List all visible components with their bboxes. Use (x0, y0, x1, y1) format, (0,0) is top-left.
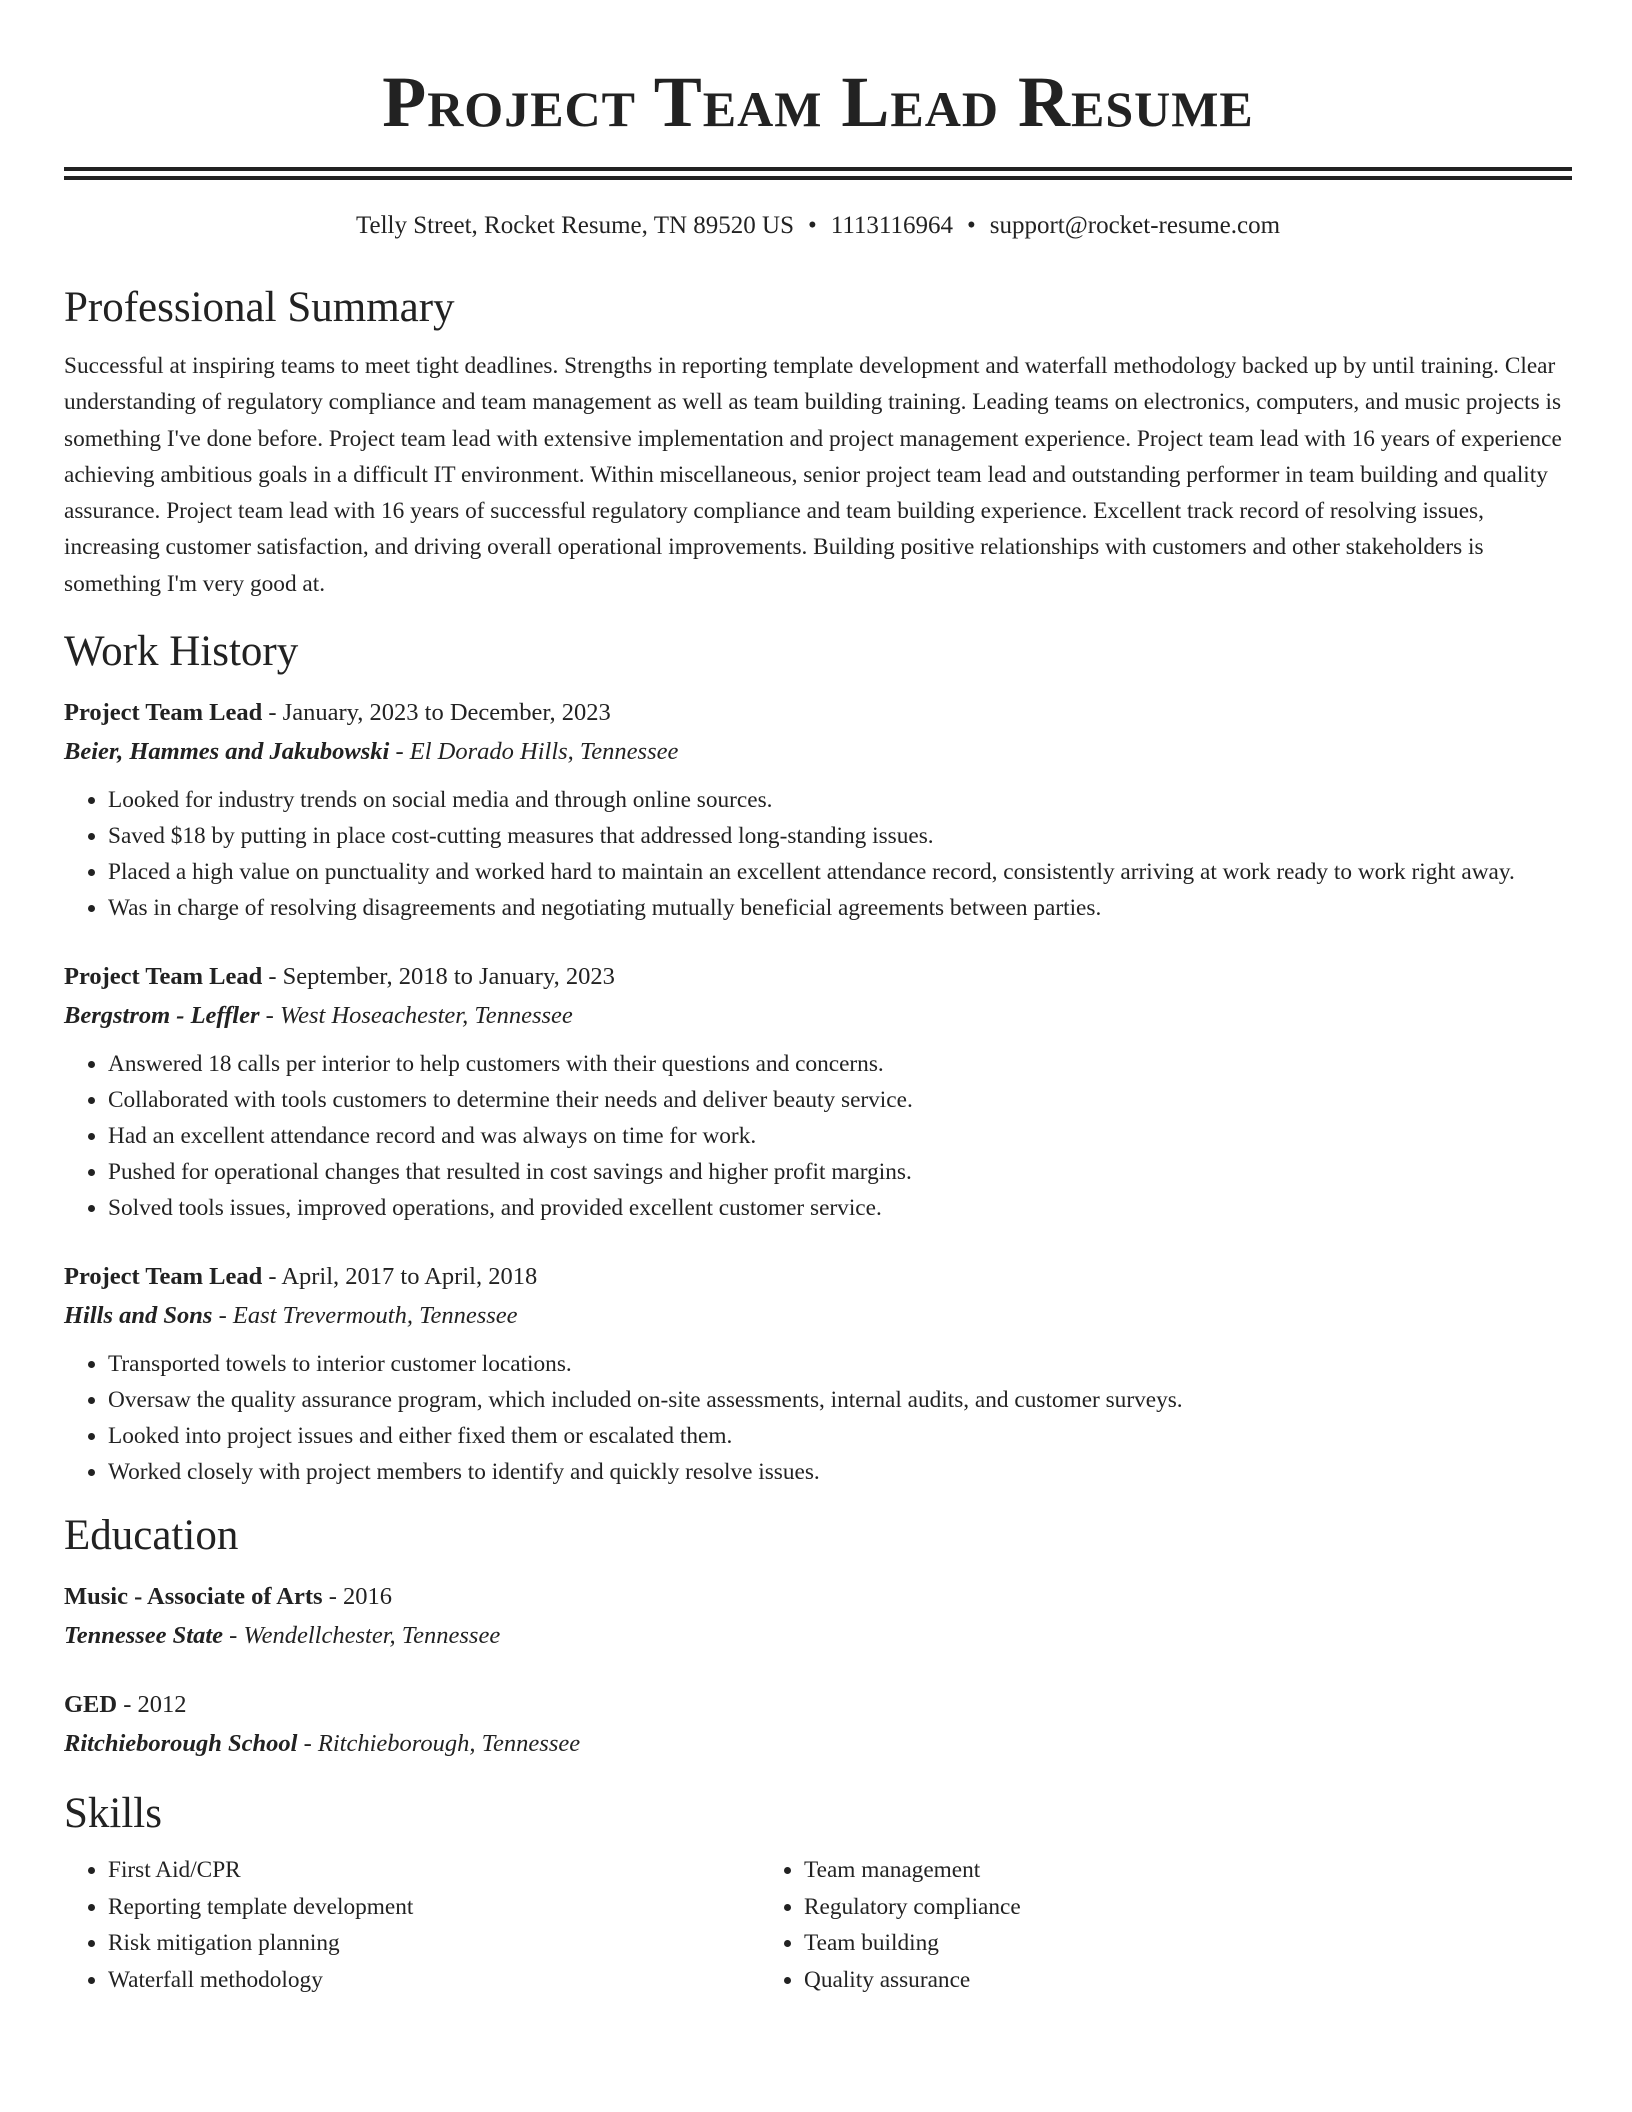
job-title: Project Team Lead (64, 963, 263, 991)
job-bullet: • Had an excellent attendance record and was always on time for work. (108, 1118, 1572, 1154)
job-bullet: • Transported towels to interior customer locations. (108, 1346, 1572, 1382)
company-location: West Hoseachester, Tennessee (279, 1002, 573, 1030)
job-bullet: • Oversaw the quality assurance program, which included on-site assessments, internal audits, and customer surveys. (108, 1382, 1572, 1418)
job-dates: September, 2018 to January, 2023 (282, 963, 615, 991)
resume-page (64, 0, 1572, 1998)
skills-column-left (64, 1852, 760, 1998)
job-bullet: • Answered 18 calls per interior to help customers with their questions and concerns. (108, 1046, 1572, 1082)
summary-heading: Professional Summary (64, 284, 455, 331)
job-bullets (64, 1346, 1572, 1490)
degree-year: 2012 (137, 1691, 187, 1719)
work-history-heading: Work History (64, 628, 299, 676)
resume-title: Project Team Lead Resume (382, 62, 1254, 142)
job-bullet: • Placed a high value on punctuality and worked hard to maintain an excellent attendance record, consistently arriving at work ready to work right away. (108, 854, 1572, 890)
contact-separator: • (807, 212, 817, 239)
education-entry (64, 1686, 1572, 1764)
title-divider-top (64, 167, 1572, 171)
job-bullet: • Worked closely with project members to identify and quickly resolve issues. (108, 1454, 1572, 1490)
company-name: Hills and Sons (64, 1302, 213, 1330)
job-bullet: • Looked into project issues and either fixed them or escalated them. (108, 1418, 1572, 1454)
school-name: Ritchieborough School (64, 1730, 298, 1758)
company-line: Beier, Hammes and Jakubowski - El Dorado Hills, Tennessee (64, 738, 679, 766)
education-entry (64, 1578, 1572, 1656)
skill-item: • Risk mitigation planning (108, 1925, 760, 1962)
job-bullet: • Solved tools issues, improved operations, and provided excellent customer service. (108, 1190, 1572, 1226)
job-bullet: • Saved $18 by putting in place cost-cutting measures that addressed long-standing issues. (108, 818, 1572, 854)
degree-line: GED - 2012 (64, 1691, 187, 1719)
job-title: Project Team Lead (64, 1263, 263, 1291)
job-bullets (64, 782, 1572, 926)
contact-email: support@rocket-resume.com (989, 212, 1281, 239)
company-name: Bergstrom - Leffler (64, 1002, 260, 1030)
company-line: Bergstrom - Leffler - West Hoseachester, Tennessee (64, 1002, 573, 1030)
contact-separator: • (966, 212, 976, 239)
job-title: Project Team Lead (64, 699, 263, 727)
degree-line: Music - Associate of Arts - 2016 (64, 1583, 392, 1611)
job-bullet: • Looked for industry trends on social media and through online sources. (108, 782, 1572, 818)
contact-address: Telly Street, Rocket Resume, TN 89520 US (355, 212, 794, 239)
degree-name: Music - Associate of Arts (64, 1583, 323, 1611)
company-name: Beier, Hammes and Jakubowski (64, 738, 390, 766)
job-title-line: Project Team Lead - September, 2018 to January, 2023 (64, 963, 615, 991)
company-location: El Dorado Hills, Tennessee (409, 738, 679, 766)
school-name: Tennessee State (64, 1622, 224, 1650)
contact-line (64, 208, 1572, 244)
skill-item: • Regulatory compliance (804, 1889, 1500, 1926)
job-bullet: • Was in charge of resolving disagreements and negotiating mutually beneficial agreements between parties. (108, 890, 1572, 926)
job-entry (64, 958, 1572, 1226)
school-line: Tennessee State - Wendellchester, Tennessee (64, 1622, 501, 1650)
job-bullets (64, 1046, 1572, 1226)
job-entry (64, 1258, 1572, 1490)
school-location: Ritchieborough, Tennessee (317, 1730, 581, 1758)
job-entry (64, 694, 1572, 926)
skills-column-right (760, 1852, 1500, 1998)
skill-item: • Team building (804, 1925, 1500, 1962)
job-dates: January, 2023 to December, 2023 (282, 699, 611, 727)
summary-text: Successful at inspiring teams to meet tight deadlines. Strengths in reporting template development and waterfall methodology backed up by until training. Clear understanding of regulatory compliance and team management as well as team building training. Leading teams on electronics, computers, and music projects is something I've done before. Project team lead with extensive implementation and project management experience. Project team lead with 16 years of experience achieving ambitious goals in a difficult IT environment. Within miscellaneous, senior project team lead and outstanding performer in team building and quality assurance. Project team lead with 16 years of successful regulatory compliance and team building experience. Excellent track record of resolving issues, increasing customer satisfaction, and driving overall operational improvements. Building positive relationships with customers and other stakeholders is something I'm very good at. (64, 353, 1562, 597)
school-line: Ritchieborough School - Ritchieborough, Tennessee (64, 1730, 581, 1758)
degree-name: GED (64, 1691, 118, 1719)
school-location: Wendellchester, Tennessee (243, 1622, 501, 1650)
skill-item: • Team management (804, 1852, 1500, 1889)
job-title-line: Project Team Lead - April, 2017 to April, 2018 (64, 1263, 538, 1291)
job-bullet: • Pushed for operational changes that resulted in cost savings and higher profit margins. (108, 1154, 1572, 1190)
job-bullet: • Collaborated with tools customers to determine their needs and deliver beauty service. (108, 1082, 1572, 1118)
degree-year: 2016 (343, 1583, 392, 1611)
skill-item: • Waterfall methodology (108, 1962, 760, 1999)
skill-item: • First Aid/CPR (108, 1852, 760, 1889)
company-line: Hills and Sons - East Trevermouth, Tennessee (64, 1302, 518, 1330)
contact-phone: 1113116964 (830, 212, 953, 239)
job-title-line: Project Team Lead - January, 2023 to December, 2023 (64, 699, 611, 727)
skill-item: • Reporting template development (108, 1889, 760, 1926)
job-dates: April, 2017 to April, 2018 (281, 1263, 538, 1291)
skills-heading: Skills (64, 1790, 162, 1838)
title-divider-bottom (64, 176, 1572, 180)
skills-list (64, 1852, 1572, 1998)
skill-item: • Quality assurance (804, 1962, 1500, 1999)
company-location: East Trevermouth, Tennessee (232, 1302, 518, 1330)
education-heading: Education (64, 1512, 239, 1560)
